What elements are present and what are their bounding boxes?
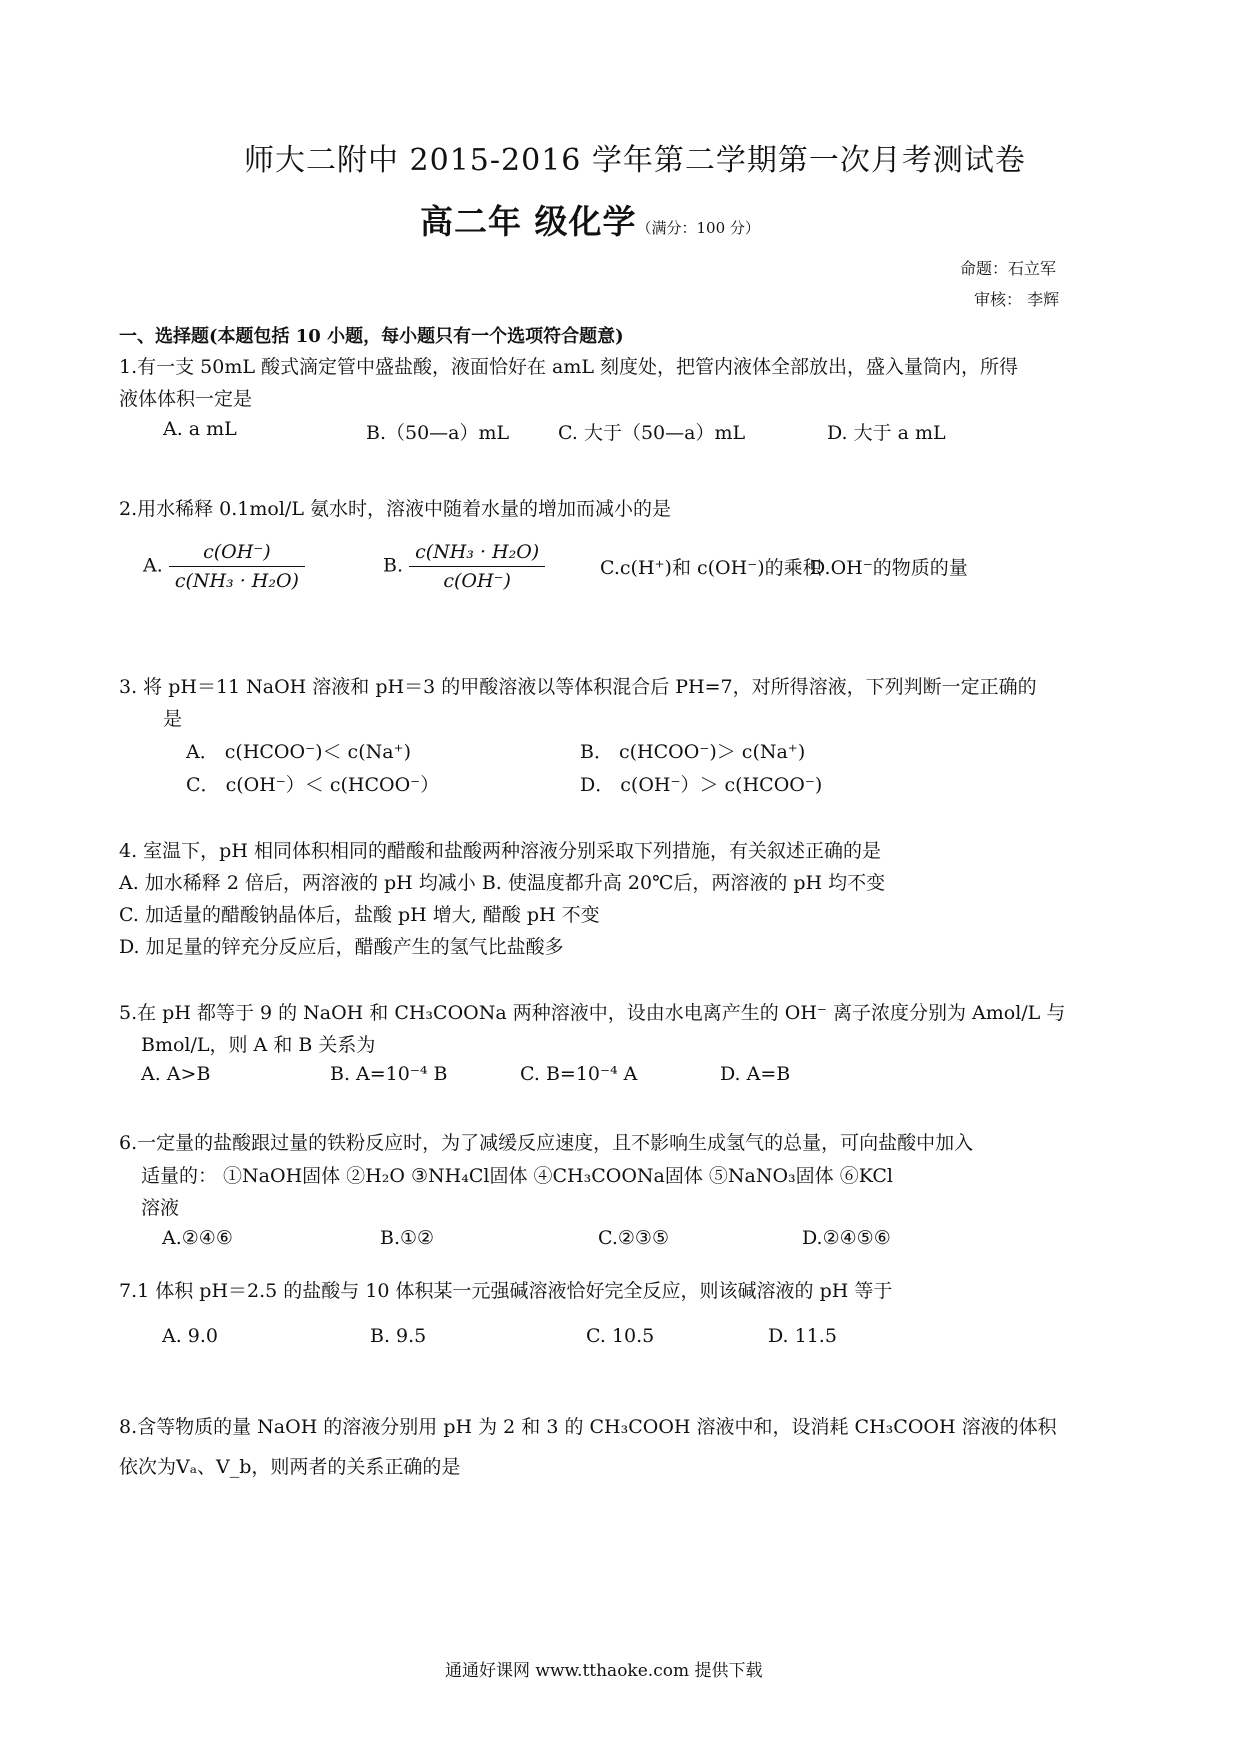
q1-stem-line1: 1.有一支 50mL 酸式滴定管中盛盐酸，液面恰好在 amL 刻度处，把管内液体全部放出，盛入量筒内，所得 <box>119 356 1019 378</box>
q1-stem-line2: 液体体积一定是 <box>119 388 253 410</box>
q5-option-c: C. B=10⁻⁴ A <box>520 1063 638 1085</box>
q2-option-a-fraction <box>169 541 305 592</box>
q3-option-a: A． c(HCOO⁻)＜ c(Na⁺) <box>186 741 412 763</box>
q3-stem-line1: 3. 将 pH＝11 NaOH 溶液和 pH＝3 的甲酸溶液以等体积混合后 PH=7，对所得溶液，下列判断一定正确的 <box>119 676 1037 698</box>
q5-stem-line2: Bmol/L，则 A 和 B 关系为 <box>141 1034 376 1056</box>
q6-option-a: A.②④⑥ <box>162 1227 233 1249</box>
q6-option-d: D.②④⑤⑥ <box>802 1227 891 1249</box>
q6-option-c: C.②③⑤ <box>598 1227 669 1249</box>
q2-option-b-denominator: c(OH⁻) <box>443 570 511 592</box>
q6-stem-line1: 6.一定量的盐酸跟过量的铁粉反应时，为了减缓反应速度，且不影响生成氢气的总量，可向盐酸中加入 <box>119 1132 974 1154</box>
q6-option-b: B.①② <box>380 1227 435 1249</box>
q1-option-a: A. a mL <box>163 418 237 440</box>
q3-option-d: D． c(OH⁻）＞ c(HCOO⁻) <box>580 774 823 796</box>
q7-option-d: D. 11.5 <box>768 1325 837 1347</box>
q2-option-c: C.c(H⁺)和 c(OH⁻)的乘积 <box>600 557 822 579</box>
q2-option-a <box>143 541 305 592</box>
q2-option-a-label: A. <box>143 554 163 577</box>
q6-stem-line2: 适量的： ①NaOH固体 ②H₂O ③NH₄Cl固体 ④CH₃COONa固体 ⑤NaNO₃固体 ⑥KCl <box>141 1165 893 1187</box>
q2-option-b <box>383 541 545 592</box>
q5-option-b: B. A=10⁻⁴ B <box>330 1063 448 1085</box>
q1-option-c: C. 大于（50—a）mL <box>558 422 746 444</box>
page-footer: 通通好课网 www.tthaoke.com 提供下载 <box>445 1661 763 1681</box>
q4-options-ab: A. 加水稀释 2 倍后，两溶液的 pH 均减小 B. 使温度都升高 20℃后，两溶液的 pH 均不变 <box>119 872 886 894</box>
q1-option-d: D. 大于 a mL <box>827 422 946 444</box>
q2-option-d: D.OH⁻的物质的量 <box>810 557 968 579</box>
q7-stem: 7.1 体积 pH＝2.5 的盐酸与 10 体积某一元强碱溶液恰好完全反应，则该碱溶液的 pH 等于 <box>119 1280 893 1302</box>
author-line: 命题：石立军 <box>960 259 1057 278</box>
subtitle-score: （满分：100 分） <box>636 219 760 237</box>
q4-option-d: D. 加足量的锌充分反应后，醋酸产生的氢气比盐酸多 <box>119 936 564 958</box>
q2-stem: 2.用水稀释 0.1mol/L 氨水时，溶液中随着水量的增加而减小的是 <box>119 498 671 520</box>
q1-option-b: B.（50—a）mL <box>366 422 510 444</box>
q3-option-b: B． c(HCOO⁻)＞ c(Na⁺) <box>580 741 806 763</box>
q2-option-a-numerator: c(OH⁻) <box>169 541 305 567</box>
q5-option-d: D. A=B <box>720 1063 791 1085</box>
q7-option-a: A. 9.0 <box>162 1325 219 1347</box>
q3-stem-line2: 是 <box>163 708 183 730</box>
q8-stem-line1: 8.含等物质的量 NaOH 的溶液分别用 pH 为 2 和 3 的 CH₃COOH 溶液中和，设消耗 CH₃COOH 溶液的体积 <box>119 1416 1057 1438</box>
q2-option-a-denominator: c(NH₃ · H₂O) <box>174 570 299 592</box>
q5-stem-line1: 5.在 pH 都等于 9 的 NaOH 和 CH₃COONa 两种溶液中，设由水电离产生的 OH⁻ 离子浓度分别为 Amol/L 与 <box>119 1002 1066 1024</box>
q2-option-b-fraction <box>409 541 545 592</box>
subtitle-main: 高二年 级化学 <box>420 202 637 241</box>
q2-option-b-label: B. <box>383 554 404 577</box>
q6-stem-line3: 溶液 <box>141 1197 180 1219</box>
q3-option-c: C． c(OH⁻）＜ c(HCOO⁻） <box>186 774 440 796</box>
q4-option-c: C. 加适量的醋酸钠晶体后，盐酸 pH 增大, 醋酸 pH 不变 <box>119 904 600 926</box>
exam-title: 师大二附中 2015-2016 学年第二学期第一次月考测试卷 <box>244 143 1026 178</box>
q2-option-b-numerator: c(NH₃ · H₂O) <box>409 541 545 567</box>
q4-stem: 4. 室温下，pH 相同体积相同的醋酸和盐酸两种溶液分别采取下列措施，有关叙述正确的是 <box>119 840 881 862</box>
q5-option-a: A. A>B <box>141 1063 211 1085</box>
q7-option-b: B. 9.5 <box>370 1325 427 1347</box>
q8-stem-line2: 依次为Vₐ、V_b，则两者的关系正确的是 <box>119 1456 461 1478</box>
exam-subtitle <box>420 196 760 243</box>
section-heading: 一、选择题(本题包括 10 小题，每小题只有一个选项符合题意) <box>119 326 624 347</box>
q7-option-c: C. 10.5 <box>586 1325 655 1347</box>
reviewer-line: 审核： 李辉 <box>974 290 1060 309</box>
